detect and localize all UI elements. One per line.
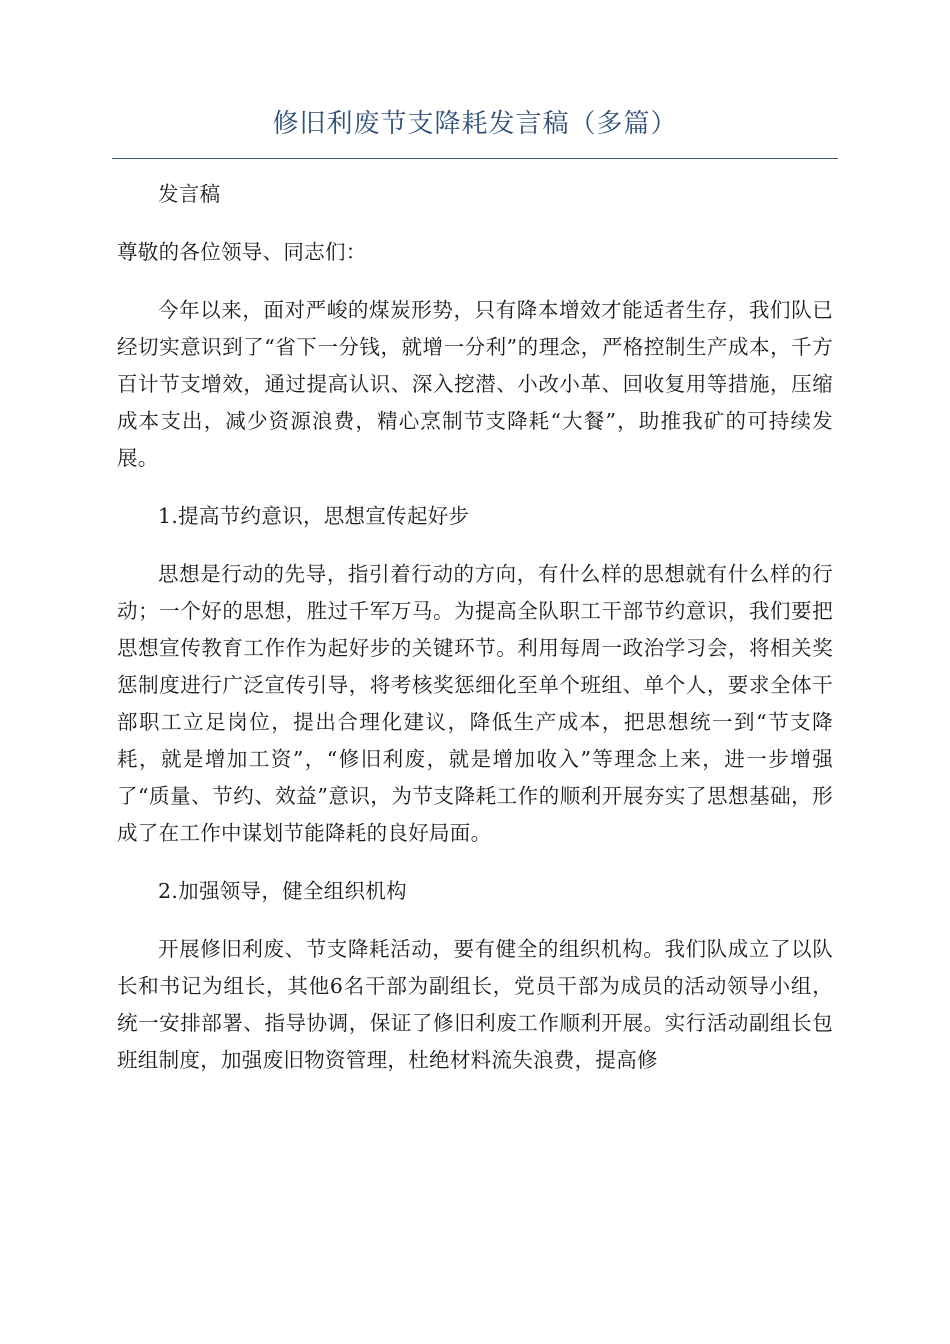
speech-heading: 发言稿 — [158, 182, 221, 206]
paragraph-section-1: 思想是行动的先导，指引着行动的方向，有什么样的思想就有什么样的行动；一个好的思想，胜过千军万马。为提高全队职工干部节约意识，我们要把思想宣传教育工作作为起好步的关键环节。利用每周一政治学习会，将相关奖惩制度进行广泛宣传引导，将考核奖惩细化至单个班组、单个人，要求全体干部职工立足岗位，提出合理化建议，降低生产成本，把思想统一到“节支降耗，就是增加工资”，“修旧利废，就是增加收入”等理念上来，进一步增强了“质量、节约、效益”意识，为节支降耗工作的顺利开展夯实了思想基础，形成了在工作中谋划节能降耗的良好局面。 — [117, 562, 833, 845]
salutation: 尊敬的各位领导、同志们： — [117, 240, 367, 264]
paragraph-section-2: 开展修旧利废、节支降耗活动，要有健全的组织机构。我们队成立了以队长和书记为组长，其他6名干部为副组长，党员干部为成员的活动领导小组，统一安排部署、指导协调，保证了修旧利废工作顺利开展。实行活动副组长包班组制度，加强废旧物资管理，杜绝材料流失浪费，提高修 — [117, 937, 833, 1072]
title-divider — [112, 158, 838, 159]
document-body — [117, 176, 833, 1079]
section-heading-2: 2.加强领导，健全组织机构 — [158, 879, 407, 903]
section-heading-1: 1.提高节约意识，思想宣传起好步 — [158, 504, 470, 528]
document-title: 修旧利废节支降耗发言稿（多篇） — [272, 109, 678, 139]
paragraph-intro: 今年以来，面对严峻的煤炭形势，只有降本增效才能适者生存，我们队已经切实意识到了“省下一分钱，就增一分利”的理念，严格控制生产成本，千方百计节支增效，通过提高认识、深入挖潜、小改小革、回收复用等措施，压缩成本支出，减少资源浪费，精心烹制节支降耗“大餐”，助推我矿的可持续发展。 — [117, 298, 833, 470]
